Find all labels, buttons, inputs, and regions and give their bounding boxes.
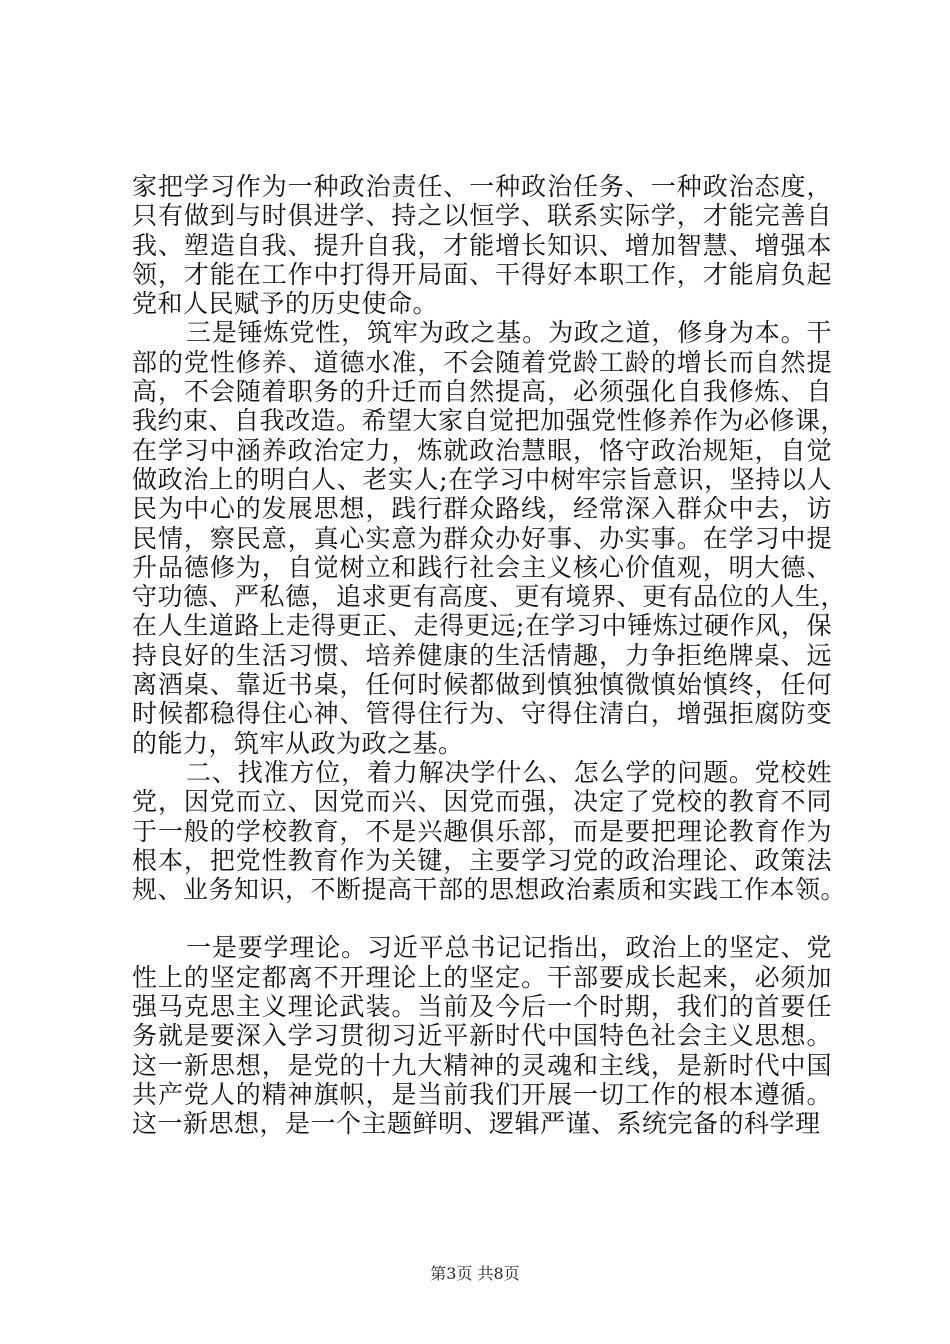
text-line: 于一般的学校教育，不是兴趣俱乐部，而是要把理论教育作为 bbox=[132, 816, 832, 846]
text-line: 升品德修为，自觉树立和践行社会主义核心价值观，明大德、 bbox=[132, 552, 832, 582]
text-line: 部的党性修养、道德水准，不会随着党龄工龄的增长而自然提 bbox=[132, 347, 832, 377]
paragraph-p2 bbox=[132, 318, 847, 758]
paragraph-spacer bbox=[132, 904, 832, 933]
text-line: 党和人民赋予的历史使命。 bbox=[132, 289, 439, 319]
text-line: 务就是要深入学习贯彻习近平新时代中国特色社会主义思想。 bbox=[132, 1021, 832, 1051]
text-line: 守功德、严私德，追求更有高度、更有境界、更有品位的人生， bbox=[132, 582, 847, 612]
text-line: 三是锤炼党性，筑牢为政之基。为政之道，修身为本。干 bbox=[186, 318, 832, 348]
text-line: 领，才能在工作中打得开局面、干得好本职工作，才能肩负起 bbox=[132, 259, 832, 289]
text-line: 做政治上的明白人、老实人;在学习中树牢宗旨意识，坚持以人 bbox=[132, 464, 832, 494]
text-line: 离酒桌、靠近书桌，任何时候都做到慎独慎微慎始慎终，任何 bbox=[132, 670, 832, 700]
text-line: 民为中心的发展思想，践行群众路线，经常深入群众中去，访 bbox=[132, 494, 832, 524]
text-line: 时候都稳得住心神、管得住行为、守得住清白，增强拒腐防变 bbox=[132, 699, 832, 729]
text-line: 性上的坚定都离不开理论上的坚定。干部要成长起来，必须加 bbox=[132, 962, 832, 992]
paragraph-p4 bbox=[132, 933, 832, 1138]
text-line: 家把学习作为一种政治责任、一种政治任务、一种政治态度， bbox=[132, 172, 832, 201]
paragraph-p3 bbox=[132, 757, 847, 905]
text-line: 一是要学理论。习近平总书记记指出，政治上的坚定、党 bbox=[186, 933, 832, 963]
text-line: 民情，察民意，真心实意为群众办好事、办实事。在学习中提 bbox=[132, 523, 832, 553]
text-line: 在学习中涵养政治定力，炼就政治慧眼，恪守政治规矩，自觉 bbox=[132, 435, 832, 465]
text-line: 共产党人的精神旗帜，是当前我们开展一切工作的根本遵循。 bbox=[132, 1079, 832, 1109]
text-line: 在人生道路上走得更正、走得更远;在学习中锤炼过硬作风，保 bbox=[132, 611, 832, 641]
document-body bbox=[132, 172, 847, 1139]
text-line: 强马克思主义理论武装。当前及今后一个时期，我们的首要任 bbox=[132, 992, 832, 1022]
page-number-label: 第3页 共8页 bbox=[430, 1264, 520, 1283]
text-line: 只有做到与时俱进学、持之以恒学、联系实际学，才能完善自 bbox=[132, 201, 832, 231]
text-line: 我、塑造自我、提升自我，才能增长知识、增加智慧、增强本 bbox=[132, 230, 832, 260]
text-line: 二、找准方位，着力解决学什么、怎么学的问题。党校姓 bbox=[186, 757, 832, 787]
text-line: 高，不会随着职务的升迁而自然提高，必须强化自我修炼、自 bbox=[132, 377, 832, 407]
text-line: 我约束、自我改造。希望大家自觉把加强党性修养作为必修课， bbox=[132, 406, 847, 436]
text-line: 这一新思想，是党的十九大精神的灵魂和主线，是新时代中国 bbox=[132, 1050, 832, 1080]
paragraph-p1 bbox=[132, 172, 832, 318]
text-line: 规、业务知识，不断提高干部的思想政治素质和实践工作本领。 bbox=[132, 875, 847, 905]
text-line: 持良好的生活习惯、培养健康的生活情趣，力争拒绝牌桌、远 bbox=[132, 640, 832, 670]
text-line: 这一新思想，是一个主题鲜明、逻辑严谨、系统完备的科学理 bbox=[132, 1109, 821, 1139]
text-line: 党，因党而立、因党而兴、因党而强，决定了党校的教育不同 bbox=[132, 787, 832, 817]
text-line: 根本，把党性教育作为关键，主要学习党的政治理论、政策法 bbox=[132, 845, 832, 875]
page-footer bbox=[0, 1264, 950, 1284]
text-line: 的能力，筑牢从政为政之基。 bbox=[132, 728, 464, 758]
